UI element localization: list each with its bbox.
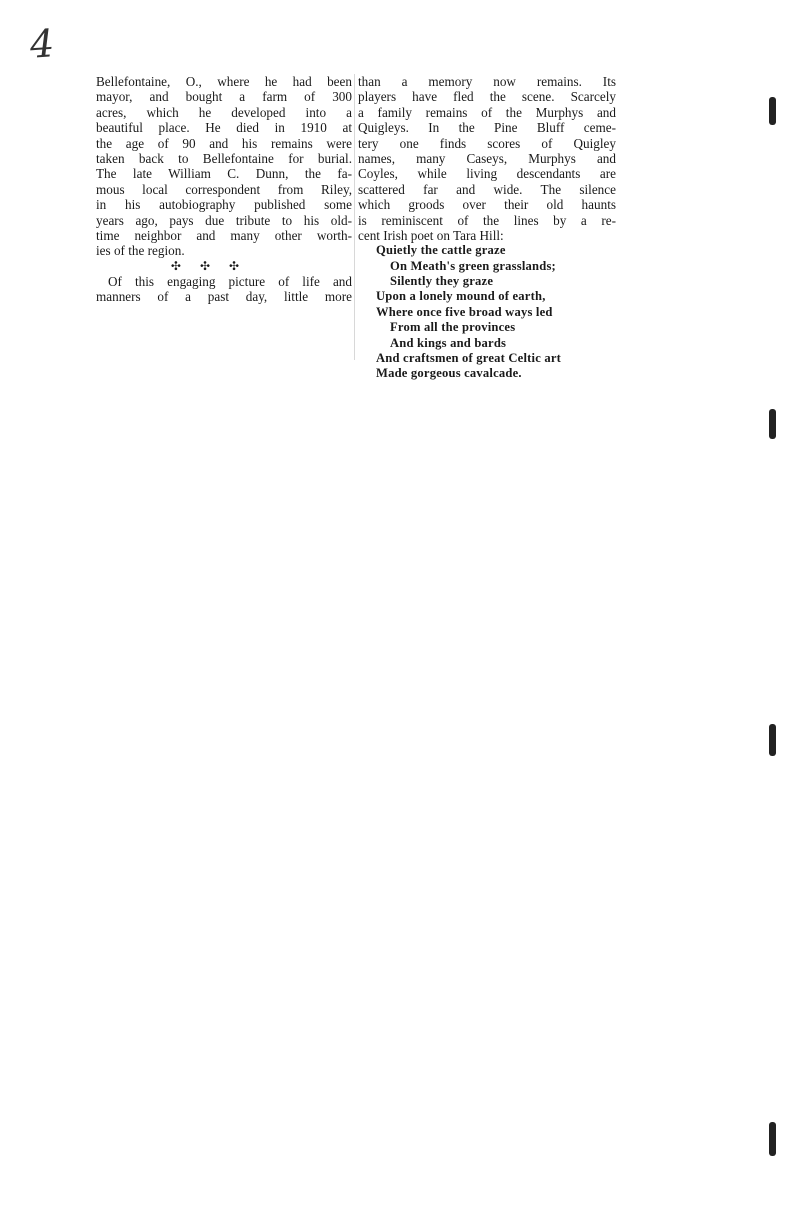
text-line: The late William C. Dunn, the fa- <box>96 166 352 182</box>
text-line: in his autobiography published some <box>96 197 352 213</box>
poem-line: And kings and bards <box>390 335 507 350</box>
text-line: time neighbor and many other worth- <box>96 227 352 243</box>
text-line: names, many Caseys, Murphys and <box>358 150 616 166</box>
binding-hole-mark <box>769 409 776 439</box>
poem-line: Upon a lonely mound of earth, <box>376 289 546 304</box>
text-line: is reminiscent of the lines by a re- <box>358 212 616 228</box>
poem-line: From all the provinces <box>390 320 516 335</box>
poem-line: Made gorgeous cavalcade. <box>376 366 522 381</box>
text-line: tery one finds scores of Quigley <box>358 135 616 151</box>
text-line: which groods over their old haunts <box>358 197 616 213</box>
text-line: the age of 90 and his remains were <box>96 135 352 151</box>
text-line: acres, which he developed into a <box>96 104 352 120</box>
poem-line: On Meath's green grasslands; <box>390 258 556 273</box>
poem-line: And craftsmen of great Celtic art <box>376 351 562 366</box>
page-number: 4 <box>28 21 56 67</box>
text-line: cent Irish poet on Tara Hill: <box>358 227 504 243</box>
poem-line: Silently they graze <box>390 274 494 289</box>
text-line: mous local correspondent from Riley, <box>96 181 352 197</box>
text-line: years ago, pays due tribute to his old- <box>96 212 352 228</box>
section-ornament: ✣ ✣ ✣ <box>170 258 248 273</box>
poem-block <box>358 243 616 382</box>
text-line: players have fled the scene. Scarcely <box>358 89 616 105</box>
poem-line: Where once five broad ways led <box>376 304 553 319</box>
text-line: beautiful place. He died in 1910 at <box>96 120 352 136</box>
text-line: Coyles, while living descendants are <box>358 166 616 182</box>
text-line: a family remains of the Murphys and <box>358 104 616 120</box>
column-divider <box>354 74 355 360</box>
text-line: taken back to Bellefontaine for burial. <box>96 150 352 166</box>
text-line: Of this engaging picture of life and <box>108 274 352 290</box>
article-column-right <box>358 74 616 382</box>
text-line: Quigleys. In the Pine Bluff ceme- <box>358 120 616 136</box>
binding-hole-mark <box>769 724 776 756</box>
binding-hole-mark <box>769 97 776 125</box>
binding-hole-mark <box>769 1122 776 1156</box>
poem-line: Quietly the cattle graze <box>376 243 506 258</box>
text-line: ies of the region. <box>96 243 185 259</box>
text-line: scattered far and wide. The silence <box>358 181 616 197</box>
text-line: Bellefontaine, O., where he had been <box>96 74 352 89</box>
text-line: mayor, and bought a farm of 300 <box>96 89 352 105</box>
text-line: manners of a past day, little more <box>96 289 352 305</box>
text-line: than a memory now remains. Its <box>358 74 616 89</box>
article-column-left <box>96 74 352 305</box>
